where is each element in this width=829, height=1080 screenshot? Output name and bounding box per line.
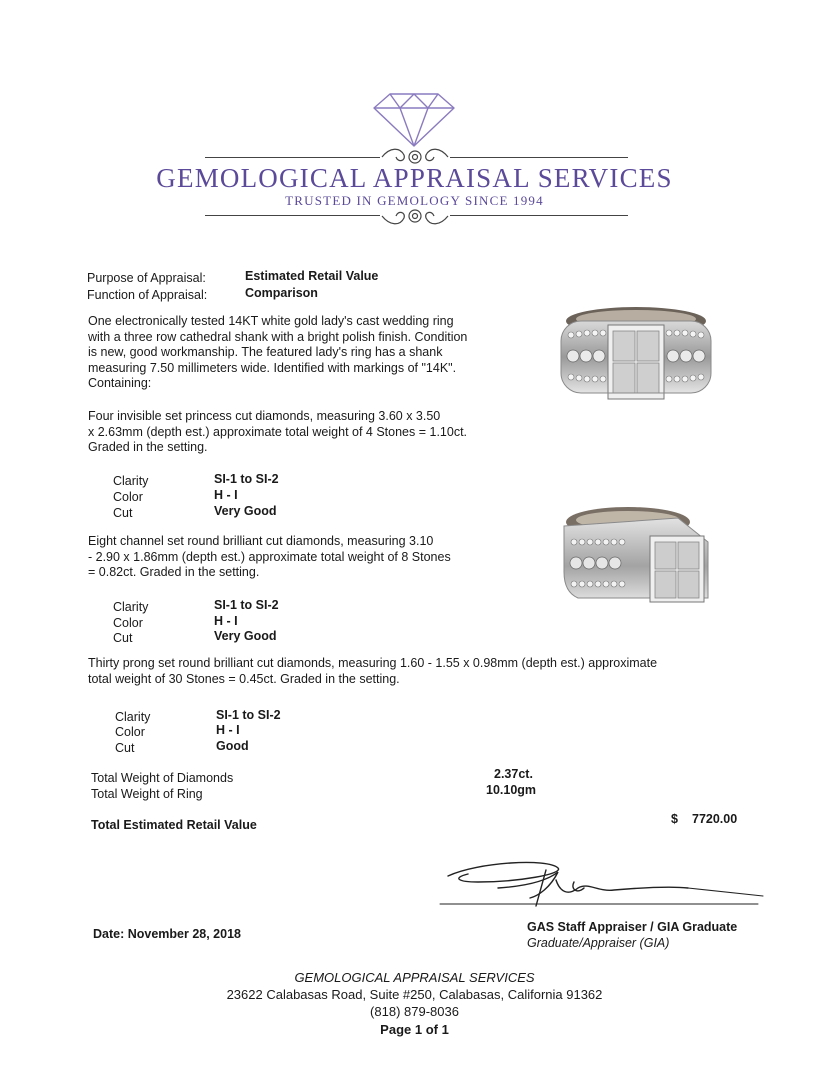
appraiser-subtitle: Graduate/Appraiser (GIA): [527, 936, 670, 950]
total-retail-value-label: Total Estimated Retail Value: [91, 818, 257, 832]
ring-photo-top: [553, 297, 719, 413]
ring-photo-side: [558, 502, 718, 612]
grade-value-clarity: SI-1 to SI-2: [214, 598, 279, 612]
grade-label-color: Color: [115, 725, 145, 739]
appraisal-date: Date: November 28, 2018: [93, 927, 241, 941]
stone-group-1-description: [88, 409, 467, 456]
stone-desc-line: x 2.63mm (depth est.) approximate total weight of 4 Stones = 1.10ct.: [88, 424, 468, 439]
grade-value-cut: Very Good: [214, 629, 277, 643]
total-ring-weight-label: Total Weight of Ring: [91, 787, 203, 801]
stone-desc-line: Four invisible set princess cut diamonds, measuring 3.60 x 3.50: [88, 409, 441, 423]
footer-phone: (818) 879-8036: [370, 1004, 459, 1019]
purpose-label: Purpose of Appraisal:: [87, 271, 206, 285]
grade-label-cut: Cut: [113, 506, 133, 520]
grade-label-color: Color: [113, 490, 143, 504]
stone-desc-line: total weight of 30 Stones = 0.45ct. Graded in the setting.: [88, 671, 400, 686]
grade-value-cut: Good: [216, 739, 249, 753]
stone-desc-line: - 2.90 x 1.86mm (depth est.) approximate total weight of 8 Stones: [88, 549, 451, 564]
stone-desc-line: Eight channel set round brilliant cut diamonds, measuring 3.10: [88, 534, 434, 548]
grade-value-cut: Very Good: [214, 504, 277, 518]
function-value: Comparison: [245, 286, 318, 300]
stone-desc-line: Graded in the setting.: [88, 440, 208, 454]
function-label: Function of Appraisal:: [87, 288, 208, 302]
item-description: [88, 314, 467, 392]
top-rule-left: [205, 157, 380, 158]
grade-label-clarity: Clarity: [113, 600, 149, 614]
grade-value-clarity: SI-1 to SI-2: [214, 472, 279, 486]
total-diamond-weight-label: Total Weight of Diamonds: [91, 771, 234, 785]
grade-value-color: H - I: [214, 488, 238, 502]
brand-tagline: TRUSTED IN GEMOLOGY SINCE 1994: [285, 193, 544, 208]
description-line: is new, good workmanship. The featured lady's ring has a shank: [88, 345, 443, 359]
description-line: measuring 7.50 millimeters wide. Identified with markings of "14K".: [88, 360, 457, 375]
description-line: with a three row cathedral shank with a bright polish finish. Condition: [88, 329, 468, 344]
brand-title: GEMOLOGICAL APPRAISAL SERVICES: [156, 163, 673, 193]
diamond-logo-icon: [372, 92, 456, 148]
stone-group-3-description: [88, 656, 657, 687]
description-line: Containing:: [88, 376, 152, 390]
appraiser-title: GAS Staff Appraiser / GIA Graduate: [527, 920, 738, 934]
stone-desc-line: Thirty prong set round brilliant cut diamonds, measuring 1.60 - 1.55 x 0.98mm (depth est.) approximate: [88, 656, 658, 670]
description-line: One electronically tested 14KT white gold lady's cast wedding ring: [88, 314, 454, 328]
grade-label-cut: Cut: [115, 741, 135, 755]
bottom-rule-right: [450, 215, 628, 216]
total-retail-value: 7720.00: [692, 812, 738, 826]
grade-value-clarity: SI-1 to SI-2: [216, 708, 281, 722]
total-diamond-weight-value: 2.37ct.: [494, 767, 533, 781]
top-rule-right: [450, 157, 628, 158]
appraiser-signature: [438, 852, 768, 912]
grade-value-color: H - I: [214, 614, 238, 628]
bottom-flourish-icon: [380, 204, 450, 228]
currency-symbol: $: [671, 812, 678, 826]
purpose-value: Estimated Retail Value: [245, 269, 379, 283]
stone-group-2-description: [88, 534, 451, 581]
grade-label-clarity: Clarity: [113, 474, 149, 488]
footer-company: GEMOLOGICAL APPRAISAL SERVICES: [294, 970, 535, 985]
footer-address: 23622 Calabasas Road, Suite #250, Calabasas, California 91362: [226, 987, 603, 1002]
page-number: Page 1 of 1: [380, 1022, 449, 1037]
stone-desc-line: = 0.82ct. Graded in the setting.: [88, 565, 260, 579]
total-ring-weight-value: 10.10gm: [486, 783, 537, 797]
bottom-rule-left: [205, 215, 380, 216]
grade-value-color: H - I: [216, 723, 240, 737]
grade-label-cut: Cut: [113, 631, 133, 645]
grade-label-clarity: Clarity: [115, 710, 151, 724]
grade-label-color: Color: [113, 616, 143, 630]
